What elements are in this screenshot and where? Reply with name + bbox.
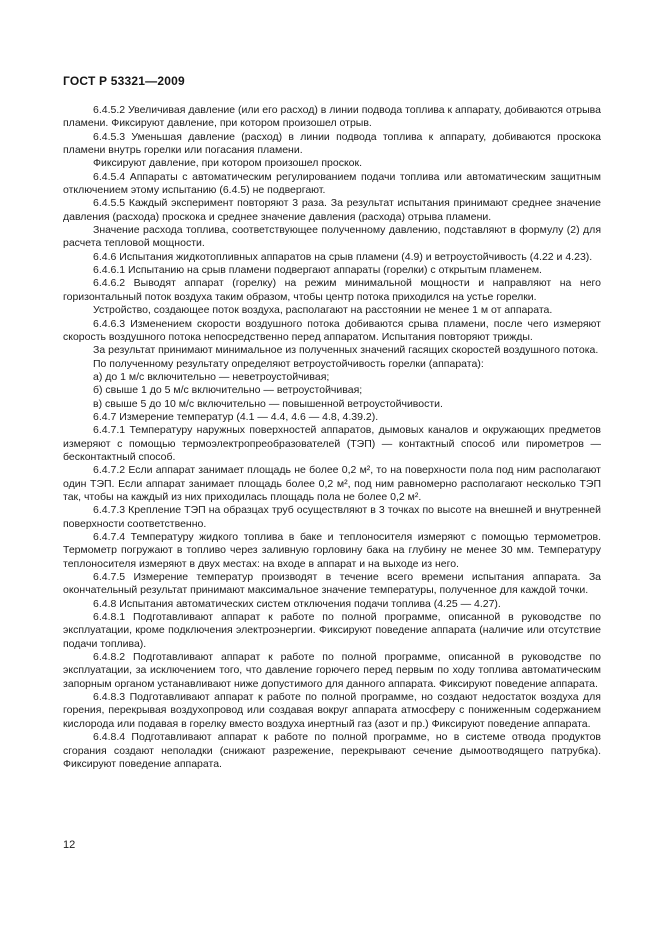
paragraph: Фиксируют давление, при котором произошел проскок.	[93, 157, 363, 170]
paragraph: 6.4.8.3 Подготавливают аппарат к работе по полной программе, но создают недостаток воздуха для горения, перекрывая воздухопровод или создавая вокруг аппарата атмосферу с пониженным содержанием кислорода или подавая в горелку вместо воздуха инертный газ (азот и пр.) Фиксируют поведение аппарата.	[63, 691, 601, 730]
document-body	[63, 104, 601, 771]
paragraph: б) свыше 1 до 5 м/с включительно — ветроустойчивая;	[93, 384, 363, 397]
paragraph: 6.4.6 Испытания жидкотопливных аппаратов на срыв пламени (4.9) и ветроустойчивость (4.22 и 4.23).	[93, 250, 593, 263]
paragraph: По полученному результату определяют ветроустойчивость горелки (аппарата):	[93, 357, 484, 370]
paragraph: 6.4.6.1 Испытанию на срыв пламени подвергают аппараты (горелки) с открытым пламенем.	[93, 264, 542, 277]
paragraph: 6.4.6.2 Выводят аппарат (горелку) на режим минимальной мощности и направляют на него горизонтальный поток воздуха таким образом, чтобы центр потока приходился на устье горелки.	[63, 277, 601, 303]
paragraph: 6.4.7.1 Температуру наружных поверхностей аппаратов, дымовых каналов и окружающих предметов измеряют с помощью термоэлектропреобразователей (ТЭП) — контактный способ или пирометров — бесконтактный способ.	[63, 424, 601, 463]
paragraph: в) свыше 5 до 10 м/с включительно — повышенной ветроустойчивости.	[93, 397, 443, 410]
page-number: 12	[63, 839, 76, 851]
paragraph: За результат принимают минимальное из полученных значений гасящих скоростей воздушного потока.	[93, 344, 599, 357]
paragraph: 6.4.8.4 Подготавливают аппарат к работе по полной программе, но в системе отвода продуктов сгорания создают неполадки (снижают разрежение, перекрывают сечение дымоотводящего патрубка). Фиксируют поведение аппарата.	[63, 731, 601, 770]
paragraph: 6.4.5.2 Увеличивая давление (или его расход) в линии подвода топлива к аппарату, добиваются отрыва пламени. Фиксируют давление, при котором произошел отрыв.	[63, 104, 601, 130]
paragraph: 6.4.6.3 Изменением скорости воздушного потока добиваются срыва пламени, после чего измеряют скорость воздушного потока непосредственно перед аппаратом. Испытания повторяют трижды.	[63, 317, 601, 343]
paragraph: а) до 1 м/с включительно — неветроустойчивая;	[93, 370, 330, 383]
standard-number-header: ГОСТ Р 53321—2009	[63, 74, 185, 88]
paragraph: 6.4.7.5 Измерение температур производят в течение всего времени испытания аппарата. За окончательный результат принимают максимальное значение температуры, полученное для каждой точки.	[63, 571, 601, 597]
paragraph: 6.4.5.5 Каждый эксперимент повторяют 3 раза. За результат испытания принимают среднее значение давления (расхода) проскока и среднее значение давления (расхода) отрыва пламени.	[63, 197, 601, 223]
paragraph: 6.4.8 Испытания автоматических систем отключения подачи топлива (4.25 — 4.27).	[93, 597, 501, 610]
paragraph: 6.4.8.1 Подготавливают аппарат к работе по полной программе, описанной в руководстве по эксплуатации, кроме подключения электроэнергии. Фиксируют поведение аппарата (наличие или отсутствие подачи топлива).	[63, 611, 601, 650]
paragraph: 6.4.7.2 Если аппарат занимает площадь не более 0,2 м², то на поверхности пола под ним располагают один ТЭП. Если аппарат занимает площадь более 0,2 м², под ним равномерно располагают несколько ТЭП так, чтобы на каждый из них приходилась площадь пола не более 0,2 м².	[63, 464, 601, 503]
paragraph: Значение расхода топлива, соответствующее полученному давлению, подставляют в формулу (2) для расчета тепловой мощности.	[63, 224, 601, 250]
paragraph: 6.4.5.3 Уменьшая давление (расход) в линии подвода топлива к аппарату, добиваются проскока пламени внутрь горелки или погасания пламени.	[63, 130, 601, 157]
paragraph: 6.4.7.3 Крепление ТЭП на образцах труб осуществляют в 3 точках по высоте на внешней и внутренней поверхности соответственно.	[63, 504, 601, 530]
paragraph: 6.4.7.4 Температуру жидкого топлива в баке и теплоносителя измеряют с помощью термометров. Термометр погружают в топливо через заливную горловину бака на глубину не менее 30 мм. Температуру теплоносителя измеряют в двух местах: на входе в аппарат и на выходе из него.	[63, 531, 601, 570]
paragraph: 6.4.8.2 Подготавливают аппарат к работе по полной программе, описанной в руководстве по эксплуатации, за исключением того, что давление горючего перед первым по ходу топлива автоматическим запорным органом устанавливают ниже допустимого для данного аппарата. Фиксируют поведение аппарата.	[63, 651, 601, 690]
paragraph: 6.4.7 Измерение температур (4.1 — 4.4, 4.6 — 4.8, 4.39.2).	[93, 410, 379, 423]
paragraph: Устройство, создающее поток воздуха, располагают на расстоянии не менее 1 м от аппарата.	[93, 304, 553, 317]
paragraph: 6.4.5.4 Аппараты с автоматическим регулированием подачи топлива или автоматическим защитным отключением этому испытанию (6.4.5) не подвергают.	[63, 170, 601, 197]
